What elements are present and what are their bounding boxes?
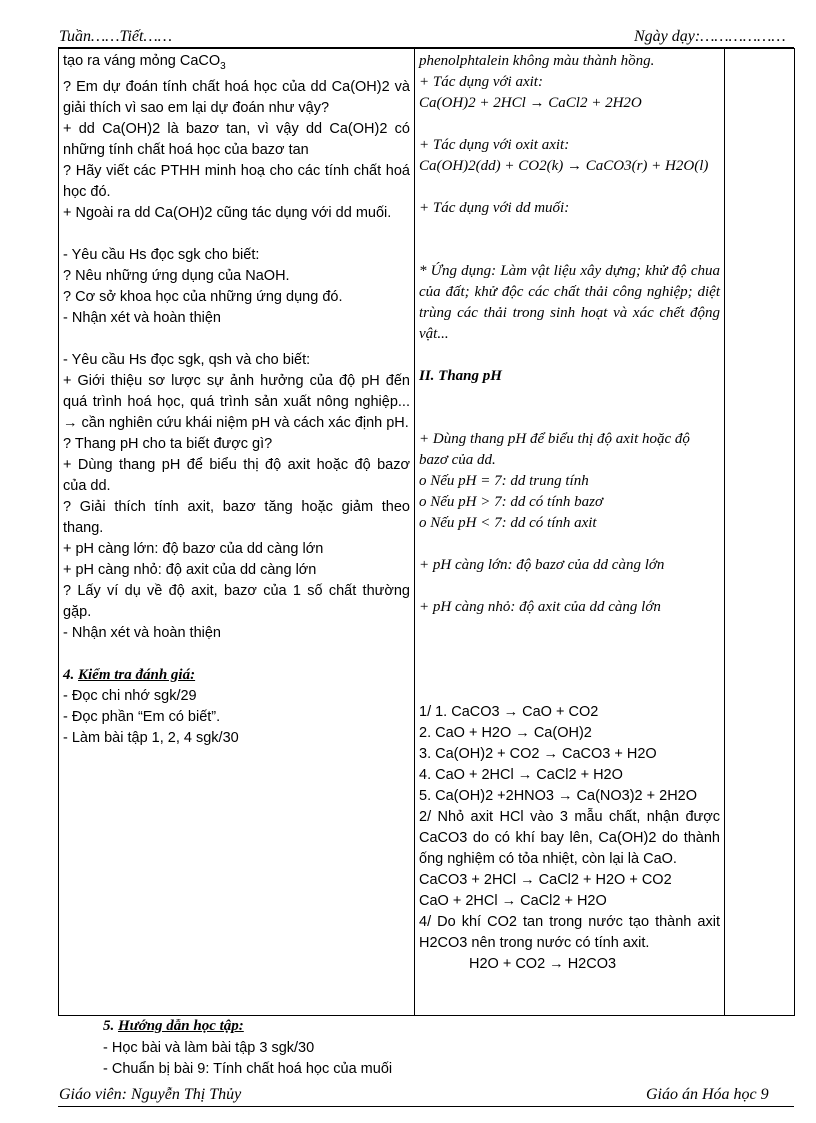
section-4-heading: 4. Kiểm tra đánh giá: bbox=[63, 666, 196, 683]
col1-text: + pH càng nhỏ: độ axit của dd càng lớn bbox=[63, 561, 317, 578]
answer-line: CaO + 2HCl → CaCl2 + H2O bbox=[419, 893, 607, 909]
col2-text: o Nếu pH > 7: dd có tính bazơ bbox=[419, 494, 603, 510]
col2-text: + pH càng nhỏ: độ axit của dd càng lớn bbox=[419, 599, 661, 615]
answer-line: 4. CaO + 2HCl → CaCl2 + H2O bbox=[419, 767, 623, 783]
col1-text: + Ngoài ra dd Ca(OH)2 cũng tác dụng với dd muối. bbox=[63, 204, 392, 221]
col2-text: + Dùng thang pH để biểu thị độ axit hoặc độ bazơ của dd. bbox=[419, 431, 690, 468]
col2-text: phenolphtalein không màu thành hồng. bbox=[419, 53, 655, 69]
col1-text: + Dùng thang pH để biểu thị độ axit hoặc độ bazơ của dd. bbox=[63, 456, 410, 494]
answer-line: H2O + CO2 → H2CO3 bbox=[469, 956, 617, 972]
equation: Ca(OH)2 + 2HCl → CaCl2 + 2H2O bbox=[419, 95, 642, 111]
col2-text: + Tác dụng với oxit axit: bbox=[419, 137, 570, 153]
answer-line: CaCO3 + 2HCl → CaCl2 + H2O + CO2 bbox=[419, 872, 672, 888]
col2-text: + pH càng lớn: độ bazơ của dd càng lớn bbox=[419, 557, 665, 573]
teacher-activity-column bbox=[59, 49, 415, 1016]
answer-line: 1/ 1. CaCO3 → CaO + CO2 bbox=[419, 704, 599, 720]
lesson-table bbox=[58, 48, 795, 1016]
answer-line: 3. Ca(OH)2 + CO2 → CaCO3 + H2O bbox=[419, 746, 657, 762]
homework-line: - Học bài và làm bài tập 3 sgk/30 bbox=[103, 1040, 315, 1056]
answer-line: 2. CaO + H2O → Ca(OH)2 bbox=[419, 725, 592, 741]
footer-teacher: Giáo viên: Nguyễn Thị Thủy bbox=[59, 1086, 242, 1103]
col1-text: - Yêu cầu Hs đọc sgk cho biết: bbox=[63, 246, 260, 263]
section-5-heading: 5. Hướng dẫn học tập: bbox=[103, 1018, 244, 1034]
content-column bbox=[415, 49, 725, 1016]
notes-column bbox=[725, 49, 795, 1016]
col1-text: - Nhận xét và hoàn thiện bbox=[63, 309, 221, 326]
col1-text: tạo ra váng mỏng CaCO$_3$ bbox=[63, 53, 226, 72]
col2-text: o Nếu pH = 7: dd trung tính bbox=[419, 473, 589, 489]
col1-text: + dd Ca(OH)2 là bazơ tan, vì vậy dd Ca(OH)2 có những tính chất hoá học của bazơ tan bbox=[63, 120, 410, 158]
col1-text: ? Lấy ví dụ về độ axit, bazơ của 1 số chất thường gặp. bbox=[63, 582, 410, 620]
col2-text: + Tác dụng với dd muối: bbox=[419, 200, 570, 216]
col1-text: ? Cơ sở khoa học của những ứng dụng đó. bbox=[63, 288, 343, 305]
answer-line: 2/ Nhỏ axit HCl vào 3 mẫu chất, nhận được CaCO3 do có khí bay lên, Ca(OH)2 do thành ống nghiệm có tỏa nhiệt, còn lại là CaO. bbox=[419, 809, 720, 867]
col1-text: + pH càng lớn: độ bazơ của dd càng lớn bbox=[63, 540, 324, 557]
col1-text: ? Nêu những ứng dụng của NaOH. bbox=[63, 267, 290, 284]
header-week-period: Tuần……Tiết…… bbox=[59, 28, 172, 45]
homework-line: - Chuẩn bị bài 9: Tính chất hoá học của muối bbox=[103, 1061, 393, 1077]
col1-text: - Làm bài tập 1, 2, 4 sgk/30 bbox=[63, 729, 239, 746]
equation: Ca(OH)2(dd) + CO2(k) → CaCO3(r) + H2O(l) bbox=[419, 158, 709, 174]
section-2-heading: II. Thang pH bbox=[419, 368, 502, 384]
col2-text: + Tác dụng với axit: bbox=[419, 74, 543, 90]
col1-text: - Nhận xét và hoàn thiện bbox=[63, 624, 221, 641]
col1-text: + Giới thiệu sơ lược sự ảnh hưởng của độ pH đến quá trình hoá học, quá trình sản xuất nông nghiệp... → cần nghiên cứu khái niệm pH và cách xác định pH. bbox=[63, 372, 410, 431]
answer-line: 4/ Do khí CO2 tan trong nước tạo thành axit H2CO3 nên trong nước có tính axit. bbox=[419, 914, 720, 951]
col1-text: ? Giải thích tính axit, bazơ tăng hoặc giảm theo thang. bbox=[63, 498, 410, 536]
footer-lesson-plan: Giáo án Hóa học 9 bbox=[646, 1086, 769, 1103]
col1-text: ? Thang pH cho ta biết được gì? bbox=[63, 435, 273, 452]
col1-text: ? Hãy viết các PTHH minh hoạ cho các tính chất hoá học đó. bbox=[63, 162, 410, 200]
answer-line: 5. Ca(OH)2 +2HNO3 → Ca(NO3)2 + 2H2O bbox=[419, 788, 698, 804]
col1-text: - Yêu cầu Hs đọc sgk, qsh và cho biết: bbox=[63, 351, 311, 368]
col1-text: - Đọc chi nhớ sgk/29 bbox=[63, 687, 197, 704]
header-teaching-date: Ngày dạy:……………… bbox=[634, 28, 786, 45]
col1-text: - Đọc phần “Em có biết”. bbox=[63, 708, 221, 725]
col2-text: o Nếu pH < 7: dd có tính axit bbox=[419, 515, 597, 531]
col1-text: ? Em dự đoán tính chất hoá học của dd Ca(OH)2 và giải thích vì sao em lại dự đoán như vậy? bbox=[63, 78, 410, 116]
applications-text: * Ứng dụng: Làm vật liệu xây dựng; khử độ chua của đất; khử độc các chất thải công nghiệp; diệt trùng các thải trong sinh hoạt và xác chết động vật... bbox=[419, 263, 720, 342]
footer-rule bbox=[58, 1106, 794, 1107]
